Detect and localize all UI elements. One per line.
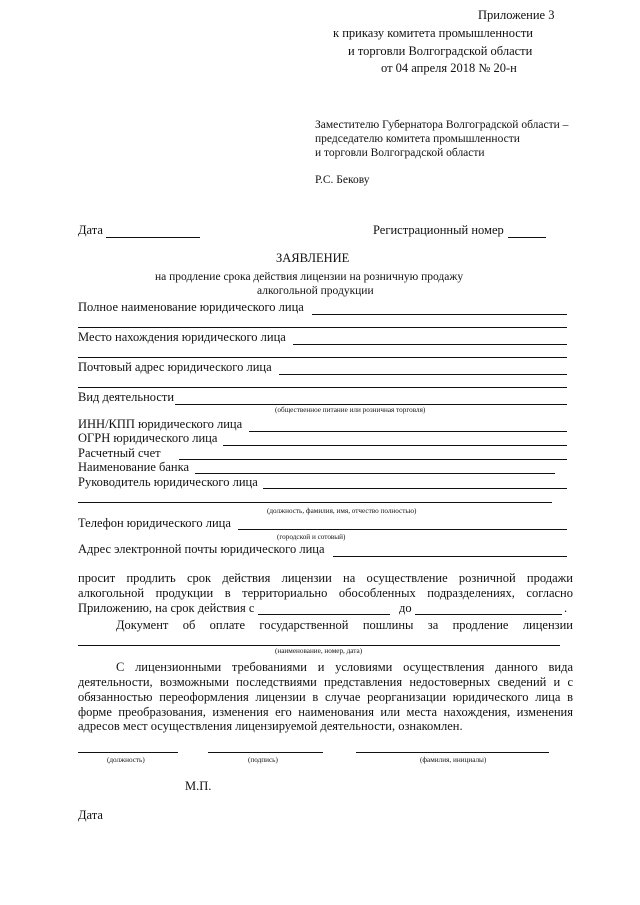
date-field-line[interactable]: [106, 237, 200, 238]
footer-date-label: Дата: [78, 808, 103, 822]
acknowledge-line-2: деятельности, возможными последствиями представления недостоверных сведений и с: [78, 675, 573, 689]
signature-hint: (подпись): [248, 756, 278, 764]
acknowledge-line-4: форме преобразования, изменения его наименования или места нахождения, изменения: [78, 705, 573, 719]
acknowledge-line-3: обязанностью переоформления лицензии в случае реорганизации юридического лица в: [78, 690, 573, 704]
bank-field-line[interactable]: [195, 473, 555, 474]
name-signature-line[interactable]: [356, 752, 549, 753]
addressee-line-2: председателю комитета промышленности: [315, 133, 520, 145]
fee-document-line: Документ об оплате государственной пошлины за продление лицензии: [116, 618, 573, 632]
request-line-1: просит продлить срок действия лицензии на осуществление розничной продажи: [78, 571, 573, 585]
fee-document-hint: (наименование, номер, дата): [275, 647, 363, 655]
fee-document-field-line[interactable]: [78, 645, 560, 646]
request-line-2: алкогольной продукции в территориально обособленных подразделениях, согласно: [78, 586, 573, 600]
phone-field-line[interactable]: [238, 529, 567, 530]
date-label: Дата: [78, 223, 103, 237]
header-line-4: от 04 апреля 2018 № 20-н: [381, 61, 517, 75]
activity-label: Вид деятельности: [78, 390, 175, 404]
head-label: Руководитель юридического лица: [78, 475, 258, 489]
ogrn-field-line[interactable]: [223, 445, 567, 446]
name-hint: (фамилия, инициалы): [420, 756, 487, 764]
acknowledge-line-5: адресов мест осуществления лицензируемой деятельности, ознакомлен.: [78, 719, 463, 733]
end-date-field-line[interactable]: [415, 614, 562, 615]
account-field-line[interactable]: [179, 459, 567, 460]
header-line-3: и торговли Волгоградской области: [348, 44, 533, 58]
full-name-field-line[interactable]: [312, 314, 567, 315]
document-subtitle-1: на продление срока действия лицензии на розничную продажу: [155, 271, 464, 283]
location-field-line[interactable]: [293, 344, 567, 345]
full-name-field-line-2[interactable]: [78, 327, 567, 328]
document-subtitle-2: алкогольной продукции: [257, 285, 374, 297]
inn-kpp-label: ИНН/КПП юридического лица: [78, 417, 243, 431]
signature-line[interactable]: [208, 752, 323, 753]
activity-field-line[interactable]: [175, 404, 567, 405]
head-field-line-2[interactable]: [78, 502, 552, 503]
period-dot: .: [564, 601, 568, 615]
position-hint: (должность): [107, 756, 145, 764]
full-name-label: Полное наименование юридического лица: [78, 300, 304, 314]
postal-address-field-line[interactable]: [279, 374, 567, 375]
position-signature-line[interactable]: [78, 752, 178, 753]
start-date-field-line[interactable]: [258, 614, 390, 615]
stamp-label: М.П.: [185, 779, 212, 793]
head-field-line[interactable]: [263, 488, 567, 489]
email-label: Адрес электронной почты юридического лица: [78, 542, 325, 556]
inn-kpp-field-line[interactable]: [249, 431, 567, 432]
account-label: Расчетный счет: [78, 446, 161, 460]
postal-address-label: Почтовый адрес юридического лица: [78, 360, 272, 374]
phone-hint: (городской и сотовый): [277, 533, 346, 541]
location-label: Место нахождения юридического лица: [78, 330, 286, 344]
addressee-line-1: Заместителю Губернатора Волгоградской области –: [315, 119, 569, 131]
postal-address-field-line-2[interactable]: [78, 387, 567, 388]
location-field-line-2[interactable]: [78, 357, 567, 358]
reg-number-label: Регистрационный номер: [373, 223, 504, 237]
request-line-3-start: Приложению, на срок действия с: [78, 601, 255, 615]
request-line-3-until: до: [399, 601, 412, 615]
addressee-line-3: и торговли Волгоградской области: [315, 147, 485, 159]
email-field-line[interactable]: [333, 556, 567, 557]
bank-label: Наименование банка: [78, 460, 190, 474]
addressee-name: Р.С. Бекову: [315, 174, 370, 186]
header-line-1: Приложение 3: [478, 8, 555, 22]
header-line-2: к приказу комитета промышленности: [333, 26, 533, 40]
head-hint: (должность, фамилия, имя, отчество полностью): [267, 507, 417, 515]
ogrn-label: ОГРН юридического лица: [78, 431, 218, 445]
phone-label: Телефон юридического лица: [78, 516, 231, 530]
activity-hint: (общественное питание или розничная торговля): [275, 406, 426, 414]
document-title: ЗАЯВЛЕНИЕ: [276, 251, 350, 265]
reg-number-field-line[interactable]: [508, 237, 546, 238]
acknowledge-line-1: С лицензионными требованиями и условиями осуществления данного вида: [116, 660, 573, 674]
